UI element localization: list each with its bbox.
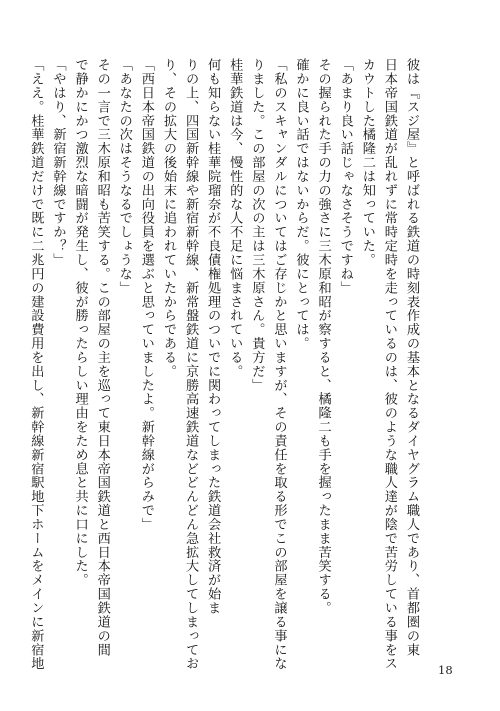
text-line-3: カウトした橘隆二は知っていた。 (359, 58, 375, 267)
text-line-2: 日本帝国鉄道が乱れずに常時定時を走っているのは、彼のような職人達が陰で苦労している事をス (381, 58, 397, 671)
text-line-12: り、その拡大の後始末に追われていたからである。 (160, 58, 176, 379)
text-line-14: 「あなたの次はそうなるでしょうな」 (116, 58, 132, 295)
text-line-11: りの上、四国新幹線や新宿新幹線、新常盤鉄道に京勝高速鉄道などどんどん急拡大してしまってお (183, 58, 199, 671)
text-line-6: 確かに良い話ではないからだ。彼にとっては。 (293, 58, 309, 351)
text-line-5: その握られた手の力の強さに三木原和昭が察すると、橘隆二も手を握ったまま苦笑する。 (315, 58, 331, 615)
text-line-13: 「西日本帝国鉄道の出向役員を選ぶと思っていましたよ。新幹線がらみで」 (138, 58, 154, 532)
text-line-16: で静かにかつ激烈な暗闘が発生し、彼が勝ったらしい理由をため息と共に口にした。 (72, 58, 88, 587)
page-number: 18 (438, 663, 453, 677)
text-line-4: 「あまり良い話じゃなさそうですね」 (337, 58, 353, 295)
text-line-10: 何も知らない桂華院瑠奈が不良債権処理のついでに関わってしまった鉄道会社救済が始ま (205, 58, 221, 615)
text-line-1: 彼は『スジ屋』と呼ばれる鉄道の時刻表作成の基本となるダイヤグラム職人であり、首都圏の東 (404, 58, 419, 657)
text-line-15: その一言で三木原和昭も苦笑する。この部屋の主を巡って東日本帝国鉄道と西日本帝国鉄道の間 (94, 58, 110, 657)
text-line-18: 「ええ。桂華鉄道だけで既に二兆円の建設費用を出し、新幹線新宿駅地下ホームをメインに新宿地 (28, 58, 44, 671)
text-line-7: 「私のスキャンダルについてはご存じかと思いますが、その責任を取る形でこの部屋を譲る事にな (271, 58, 287, 671)
text-line-9: 桂華鉄道は今、慢性的な人不足に悩まされている。 (227, 58, 243, 379)
text-line-8: りました。この部屋の次の主は三木原さん。貴方だ」 (249, 58, 265, 393)
text-line-17: 「やはり、新宿新幹線ですか？」 (50, 58, 66, 267)
body-text (24, 58, 422, 671)
